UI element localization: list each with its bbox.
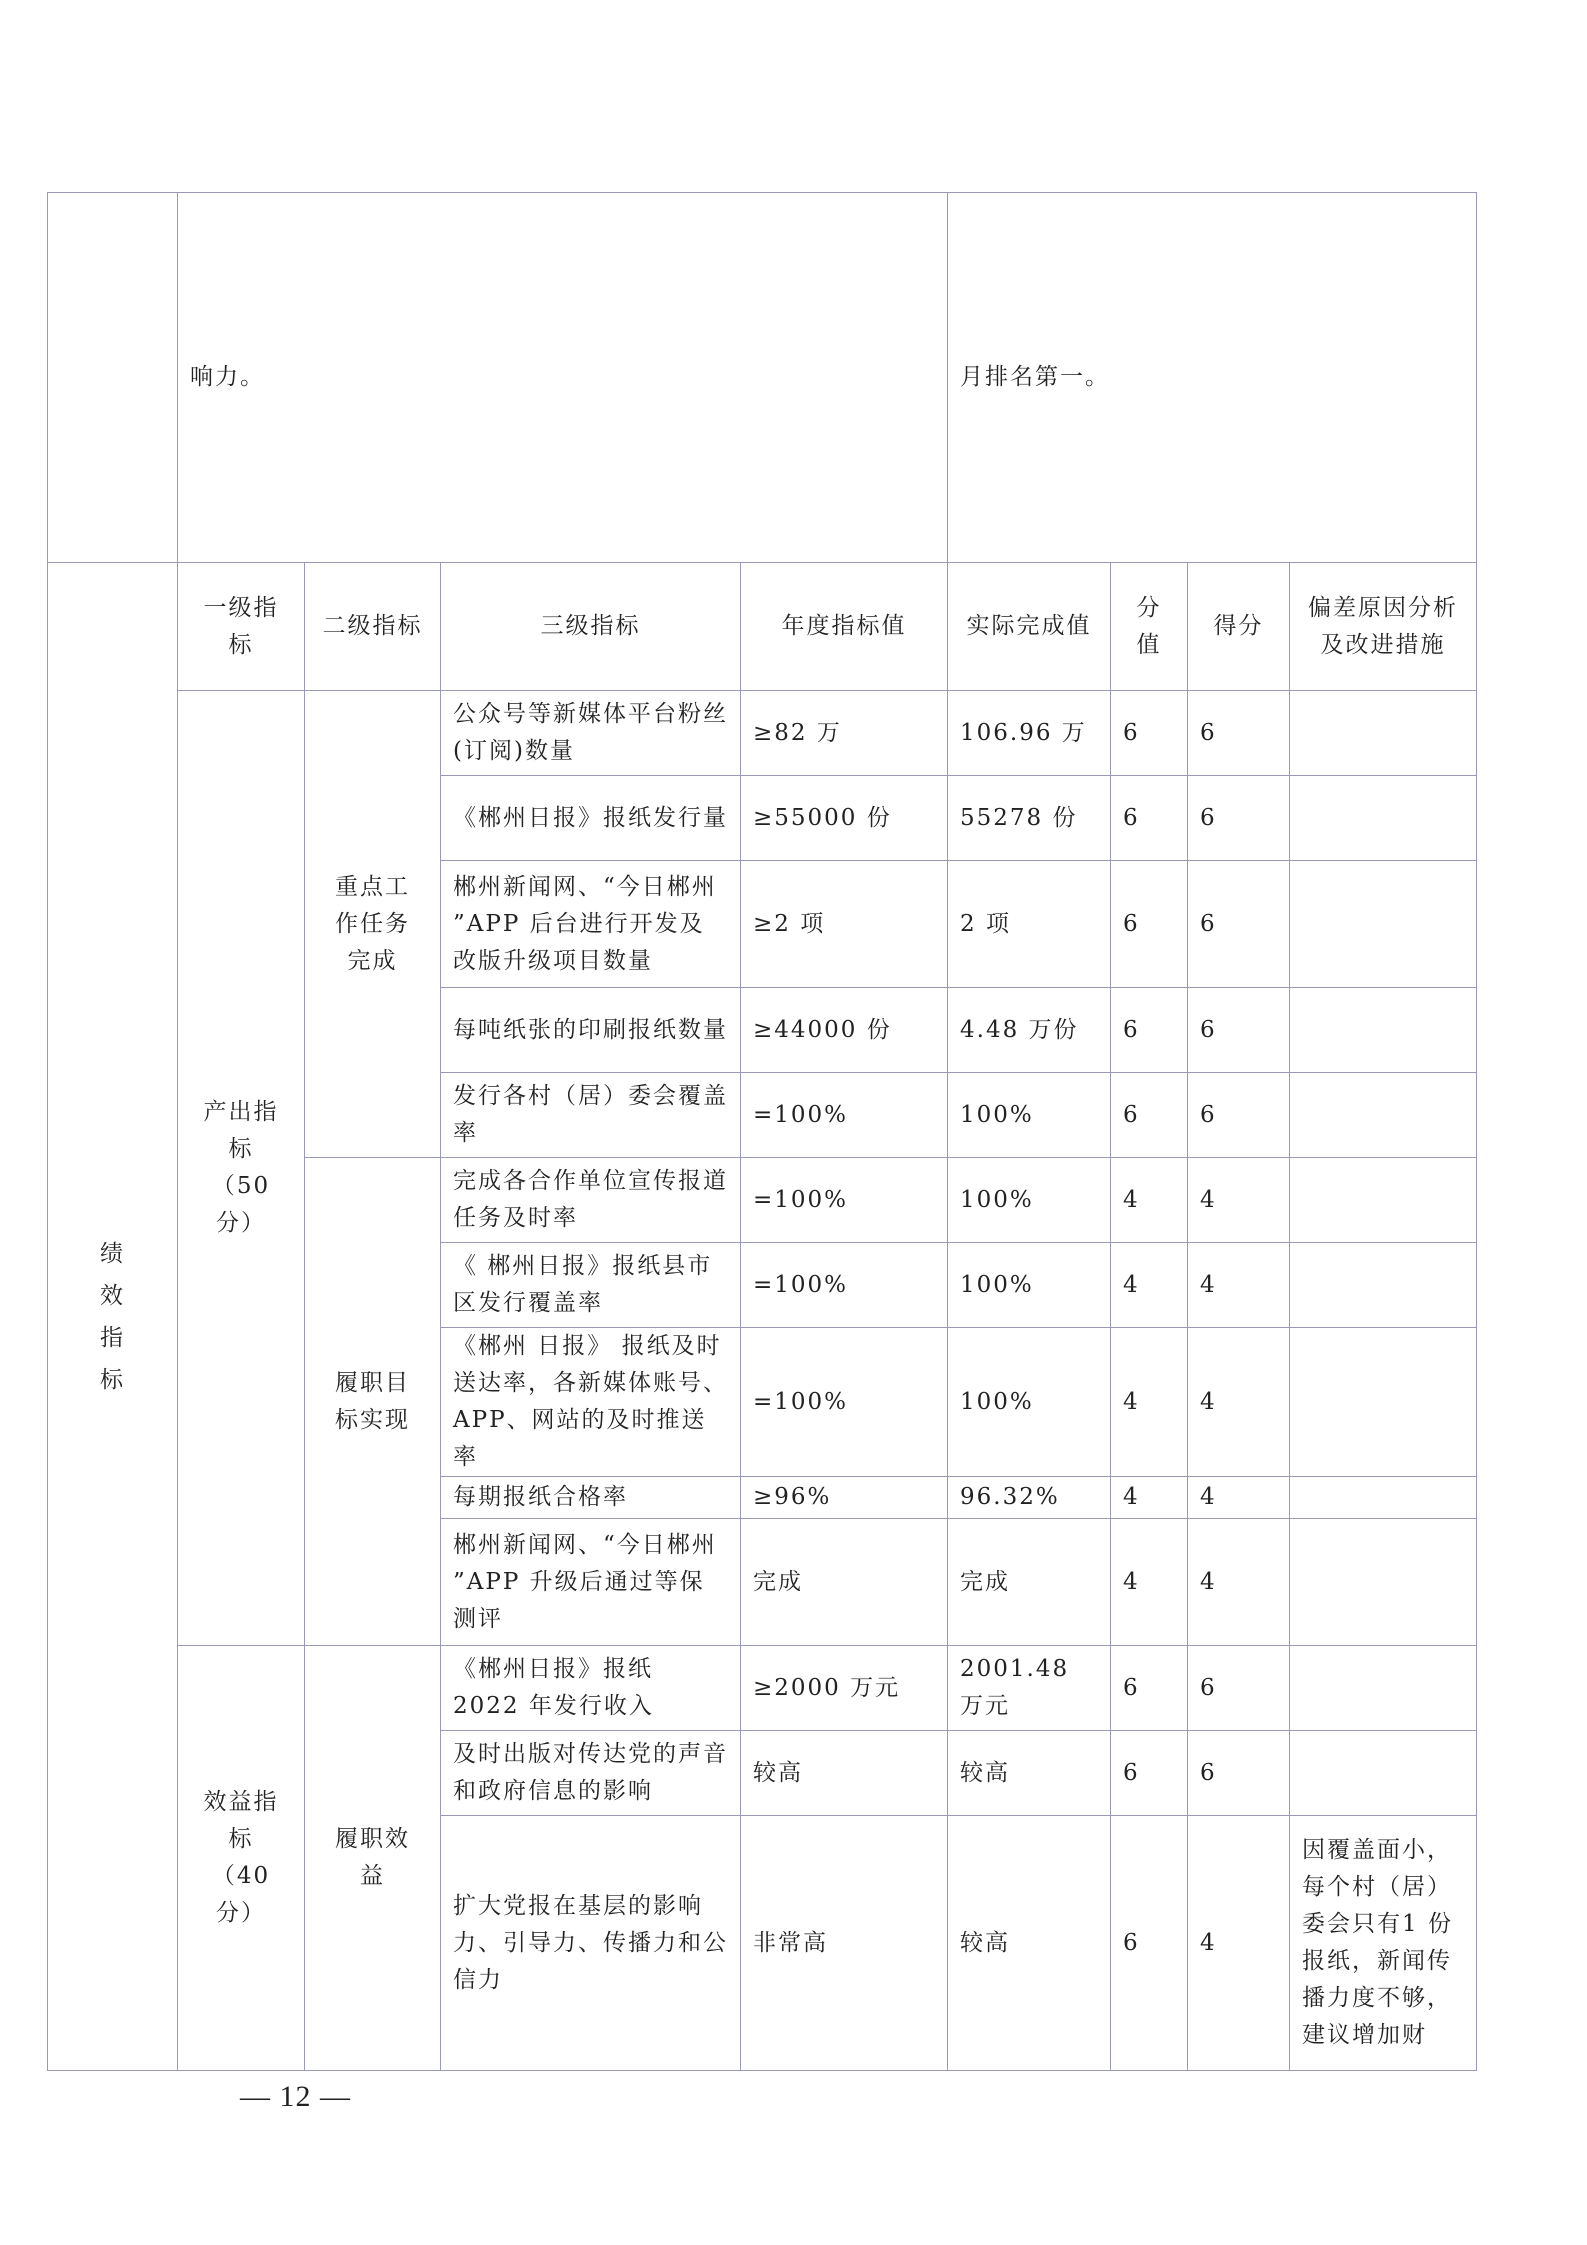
reason-cell xyxy=(1290,1519,1477,1646)
header-reason: 偏差原因分析及改进措施 xyxy=(1290,563,1477,691)
reason-cell xyxy=(1290,1646,1477,1731)
actual-cell: 55278 份 xyxy=(948,776,1111,861)
reason-cell xyxy=(1290,1158,1477,1243)
header-level3: 三级指标 xyxy=(441,563,741,691)
header-score: 得分 xyxy=(1188,563,1290,691)
score-cell: 6 xyxy=(1188,1073,1290,1158)
weight-cell: 6 xyxy=(1111,1073,1188,1158)
header-weight: 分值 xyxy=(1111,563,1188,691)
level1-benefit: 效益指标（40分） xyxy=(178,1646,305,2071)
header-target: 年度指标值 xyxy=(741,563,948,691)
target-cell: ≥44000 份 xyxy=(741,988,948,1073)
reason-cell xyxy=(1290,1731,1477,1816)
table-row xyxy=(48,1646,1477,1731)
indicator-cell: 每吨纸张的印刷报纸数量 xyxy=(441,988,741,1073)
level2-duty-benefit: 履职效益 xyxy=(305,1646,441,2071)
actual-cell: 完成 xyxy=(948,1519,1111,1646)
level1-output: 产出指标（50分） xyxy=(178,691,305,1646)
continuation-right-text: 月排名第一。 xyxy=(948,193,1477,563)
indicator-cell: 公众号等新媒体平台粉丝(订阅)数量 xyxy=(441,691,741,776)
target-cell: ≥2000 万元 xyxy=(741,1646,948,1731)
weight-cell: 4 xyxy=(1111,1158,1188,1243)
target-cell: =100% xyxy=(741,1158,948,1243)
actual-cell: 96.32% xyxy=(948,1477,1111,1519)
header-row xyxy=(48,563,1477,691)
reason-cell xyxy=(1290,1243,1477,1328)
actual-cell: 100% xyxy=(948,1073,1111,1158)
weight-cell: 4 xyxy=(1111,1519,1188,1646)
header-level2: 二级指标 xyxy=(305,563,441,691)
score-cell: 4 xyxy=(1188,1243,1290,1328)
target-cell: ≥2 项 xyxy=(741,861,948,988)
actual-cell: 100% xyxy=(948,1243,1111,1328)
actual-cell: 2001.48 万元 xyxy=(948,1646,1111,1731)
score-cell: 4 xyxy=(1188,1328,1290,1477)
indicator-cell: 《郴州 日报》 报纸及时送达率，各新媒体账号、APP、网站的及时推送率 xyxy=(441,1328,741,1477)
weight-cell: 6 xyxy=(1111,691,1188,776)
target-cell: ≥55000 份 xyxy=(741,776,948,861)
page-number: — 12 — xyxy=(240,2080,351,2113)
actual-cell: 100% xyxy=(948,1158,1111,1243)
reason-cell xyxy=(1290,861,1477,988)
reason-cell xyxy=(1290,691,1477,776)
weight-cell: 6 xyxy=(1111,1646,1188,1731)
score-cell: 6 xyxy=(1188,861,1290,988)
actual-cell: 100% xyxy=(948,1328,1111,1477)
actual-cell: 较高 xyxy=(948,1816,1111,2071)
section-label-cell: 绩 效 指 标 xyxy=(48,563,178,2071)
indicator-cell: 《郴州日报》报纸发行量 xyxy=(441,776,741,861)
target-cell: =100% xyxy=(741,1243,948,1328)
continuation-row xyxy=(48,193,1477,563)
target-cell: 完成 xyxy=(741,1519,948,1646)
indicator-cell: 完成各合作单位宣传报道任务及时率 xyxy=(441,1158,741,1243)
score-cell: 6 xyxy=(1188,691,1290,776)
level2-duty-goals: 履职目标实现 xyxy=(305,1158,441,1646)
score-cell: 6 xyxy=(1188,988,1290,1073)
target-cell: 较高 xyxy=(741,1731,948,1816)
target-cell: ≥82 万 xyxy=(741,691,948,776)
score-cell: 6 xyxy=(1188,1731,1290,1816)
weight-cell: 4 xyxy=(1111,1328,1188,1477)
indicator-cell: 郴州新闻网、“今日郴州 ”APP 后台进行开发及改版升级项目数量 xyxy=(441,861,741,988)
reason-cell xyxy=(1290,776,1477,861)
performance-table xyxy=(47,192,1477,2071)
target-cell: =100% xyxy=(741,1328,948,1477)
actual-cell: 4.48 万份 xyxy=(948,988,1111,1073)
weight-cell: 6 xyxy=(1111,988,1188,1073)
reason-cell xyxy=(1290,1073,1477,1158)
header-level1: 一级指标 xyxy=(178,563,305,691)
continuation-left-text: 响力。 xyxy=(178,193,948,563)
indicator-cell: 发行各村（居）委会覆盖率 xyxy=(441,1073,741,1158)
actual-cell: 较高 xyxy=(948,1731,1111,1816)
score-cell: 6 xyxy=(1188,776,1290,861)
score-cell: 4 xyxy=(1188,1816,1290,2071)
indicator-cell: 扩大党报在基层的影响力、引导力、传播力和公信力 xyxy=(441,1816,741,2071)
weight-cell: 4 xyxy=(1111,1477,1188,1519)
score-cell: 4 xyxy=(1188,1477,1290,1519)
target-cell: 非常高 xyxy=(741,1816,948,2071)
indicator-cell: 每期报纸合格率 xyxy=(441,1477,741,1519)
reason-cell xyxy=(1290,988,1477,1073)
weight-cell: 4 xyxy=(1111,1243,1188,1328)
continuation-left-blank xyxy=(48,193,178,563)
actual-cell: 106.96 万 xyxy=(948,691,1111,776)
reason-cell xyxy=(1290,1328,1477,1477)
score-cell: 6 xyxy=(1188,1646,1290,1731)
reason-cell xyxy=(1290,1477,1477,1519)
score-cell: 4 xyxy=(1188,1519,1290,1646)
weight-cell: 6 xyxy=(1111,776,1188,861)
target-cell: =100% xyxy=(741,1073,948,1158)
target-cell: ≥96% xyxy=(741,1477,948,1519)
indicator-cell: 《 郴州日报》报纸县市区发行覆盖率 xyxy=(441,1243,741,1328)
indicator-cell: 《郴州日报》报纸 2022 年发行收入 xyxy=(441,1646,741,1731)
header-actual: 实际完成值 xyxy=(948,563,1111,691)
table-row xyxy=(48,691,1477,776)
actual-cell: 2 项 xyxy=(948,861,1111,988)
level2-key-tasks: 重点工作任务完成 xyxy=(305,691,441,1158)
weight-cell: 6 xyxy=(1111,1731,1188,1816)
reason-cell: 因覆盖面小，每个村（居）委会只有1 份报纸，新闻传播力度不够，建议增加财 xyxy=(1290,1816,1477,2071)
weight-cell: 6 xyxy=(1111,1816,1188,2071)
weight-cell: 6 xyxy=(1111,861,1188,988)
indicator-cell: 及时出版对传达党的声音和政府信息的影响 xyxy=(441,1731,741,1816)
score-cell: 4 xyxy=(1188,1158,1290,1243)
indicator-cell: 郴州新闻网、“今日郴州 ”APP 升级后通过等保测评 xyxy=(441,1519,741,1646)
